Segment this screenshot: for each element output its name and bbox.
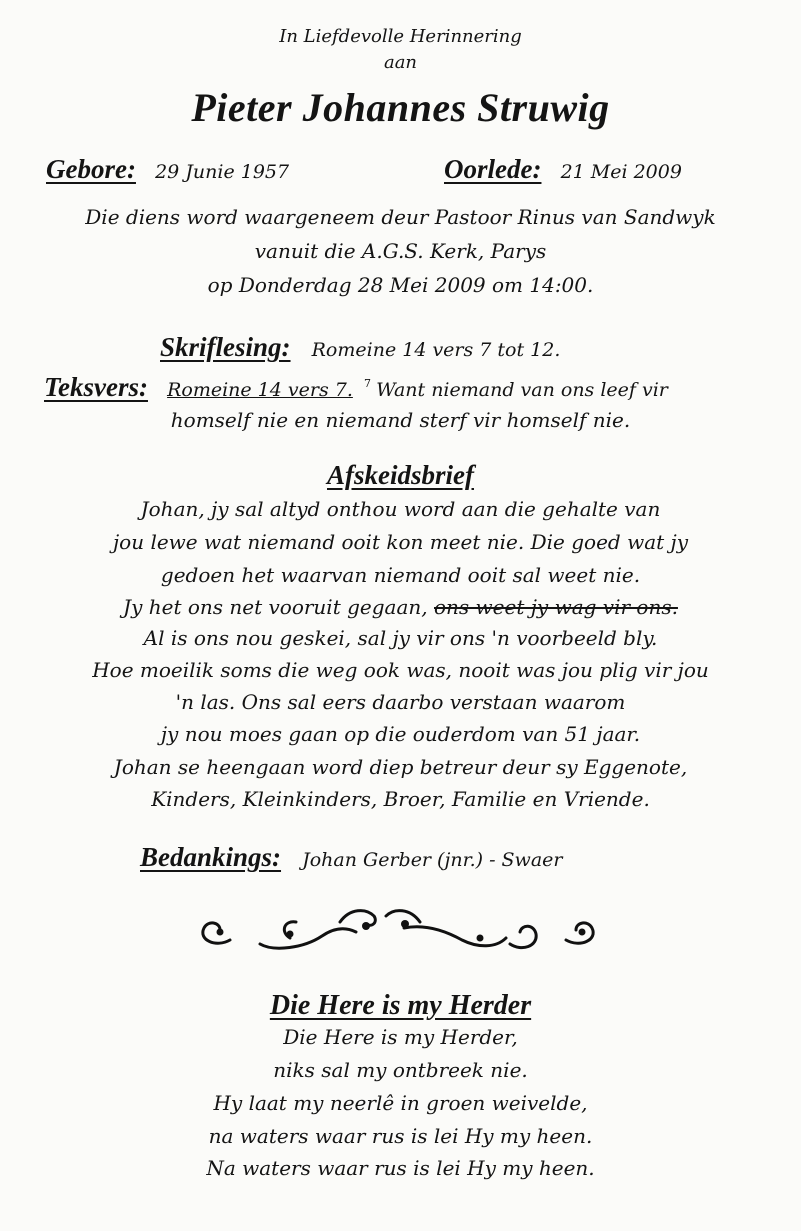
service-line-1: Die diens word waargeneem deur Pastoor Rinus van Sandwyk — [85, 205, 716, 229]
farewell-line: Hoe moeilik soms die weg ook was, nooit was jou plig vir jou — [92, 658, 709, 682]
verse-number: 7 — [363, 377, 371, 390]
born-value: 29 Junie 1957 — [155, 161, 290, 183]
thanks-value: Johan Gerber (jnr.) - Swaer — [302, 849, 563, 871]
farewell-line: Johan, jy sal altyd onthou word aan die gehalte van — [140, 497, 661, 521]
farewell-line: gedoen het waarvan niemand ooit sal weet nie. — [160, 563, 641, 587]
text-verse-label: Teksvers: — [44, 372, 148, 402]
farewell-line: Kinders, Kleinkinders, Broer, Familie en Vriende. — [151, 787, 650, 811]
psalm-line: Die Here is my Herder, — [283, 1025, 518, 1049]
text-verse-reference: Romeine 14 vers 7. — [167, 379, 353, 401]
scripture-row — [160, 332, 560, 363]
born-row — [46, 154, 289, 185]
died-value: 21 Mei 2009 — [560, 161, 682, 183]
text-verse-line-1: Want niemand van ons leef vir — [376, 379, 668, 401]
died-row — [444, 154, 682, 185]
thanks-row — [140, 842, 562, 873]
psalm-title: Die Here is my Herder — [269, 990, 532, 1021]
psalm-line: niks sal my ontbreek nie. — [273, 1058, 528, 1082]
deceased-name: Pieter Johannes Struwig — [191, 85, 610, 130]
farewell-line: jy nou moes gaan op die ouderdom van 51 jaar. — [160, 722, 641, 746]
thanks-label: Bedankings: — [140, 842, 282, 872]
farewell-line: Johan se heengaan word diep betreur deur sy Eggenote, — [113, 755, 688, 779]
farewell-line: Jy het ons net vooruit gegaan, — [123, 595, 428, 619]
intro-aan: aan — [383, 52, 418, 73]
farewell-title: Afskeidsbrief — [327, 460, 474, 490]
scripture-value: Romeine 14 vers 7 tot 12. — [311, 339, 561, 361]
farewell-line: Al is ons nou geskei, sal jy vir ons 'n voorbeeld bly. — [143, 626, 658, 650]
text-verse-line-2: homself nie en niemand sterf vir homself nie. — [170, 408, 631, 432]
farewell-line: jou lewe wat niemand ooit kon meet nie. Die goed wat jy — [112, 530, 689, 554]
struck-text: ons weet jy wag vir ons. — [434, 595, 678, 619]
psalm-line: Hy laat my neerlê in groen weivelde, — [213, 1091, 588, 1115]
psalm-line: na waters waar rus is lei Hy my heen. — [208, 1124, 593, 1148]
scripture-label: Skriflesing: — [160, 332, 291, 362]
farewell-line: 'n las. Ons sal eers daarbo verstaan waarom — [175, 690, 626, 714]
intro-line: In Liefdevolle Herinnering — [279, 26, 522, 47]
swirl-divider-icon — [190, 900, 610, 960]
service-line-3: op Donderdag 28 Mei 2009 om 14:00. — [207, 273, 594, 297]
born-label: Gebore: — [46, 154, 136, 184]
farewell-line-with-strike — [0, 595, 801, 619]
died-label: Oorlede: — [444, 154, 542, 184]
service-line-2: vanuit die A.G.S. Kerk, Parys — [254, 239, 547, 263]
psalm-line: Na waters waar rus is lei Hy my heen. — [206, 1156, 595, 1180]
text-verse-row — [44, 372, 668, 403]
